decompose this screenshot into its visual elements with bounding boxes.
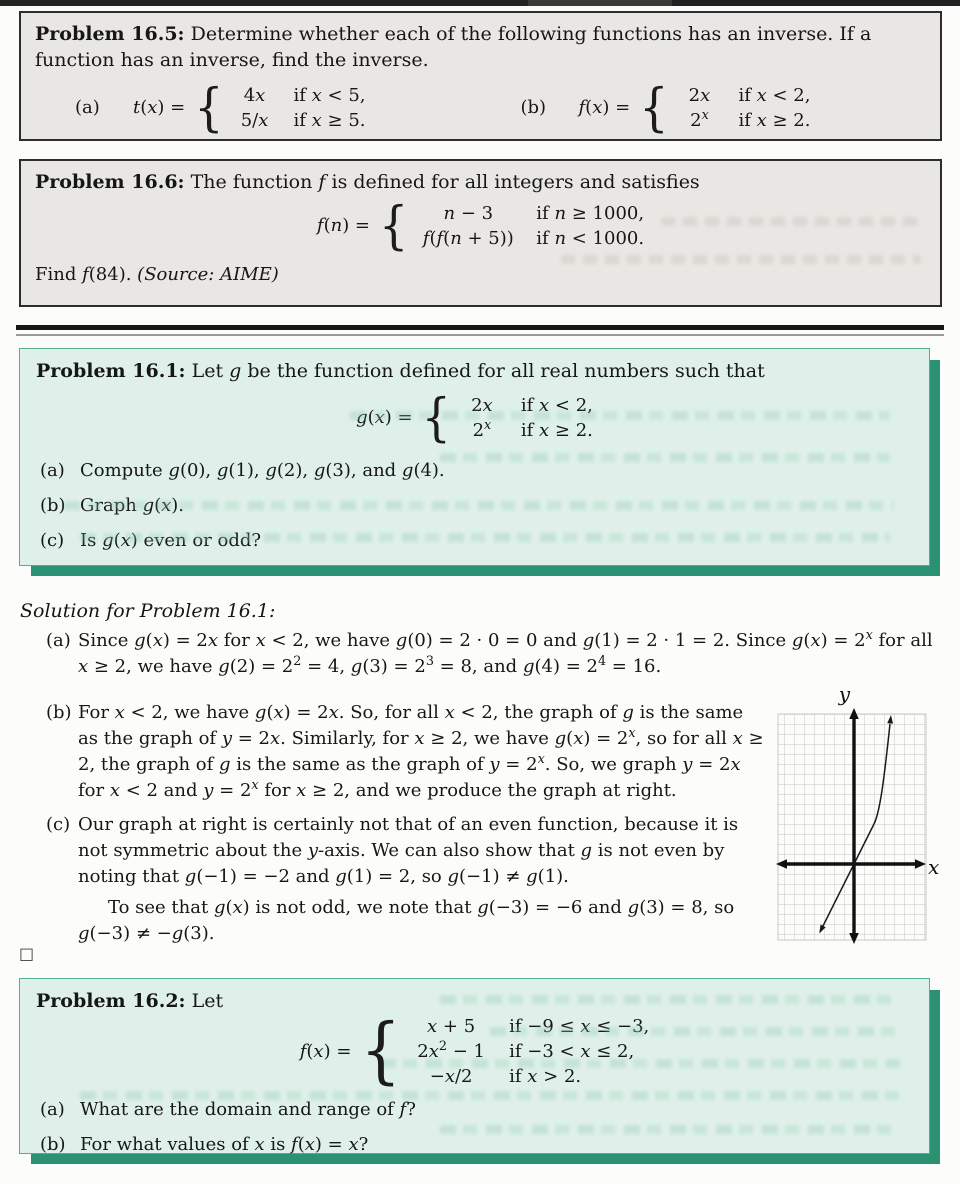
brace: { <box>194 77 224 138</box>
problem-16-2-part-b <box>36 1132 913 1158</box>
brace: { <box>421 387 451 448</box>
case-condition: if x ≥ 2. <box>738 110 811 131</box>
part-b-tag: (b) <box>520 97 547 118</box>
problem-16-2-label: Problem 16.2: <box>36 990 186 1012</box>
case-value: 2x <box>688 85 711 106</box>
problem-16-1-text: Let g be the function defined for all real numbers such that <box>191 360 765 382</box>
showthrough-artifact <box>440 995 900 1004</box>
problem-16-1-statement <box>36 358 913 384</box>
part-text: What are the domain and range of f? <box>80 1099 416 1120</box>
end-of-solution-marker: □ <box>19 944 35 963</box>
part-text: Is g(x) even or odd? <box>80 530 262 551</box>
formula-lhs: t(x) = <box>133 97 186 118</box>
brace: { <box>639 77 669 138</box>
case-condition: if n ≥ 1000, <box>536 203 645 224</box>
case-value: $2x^2 - 1$ <box>417 1039 485 1062</box>
brace: { <box>360 1009 402 1093</box>
solution-heading: Solution for Problem 16.1: <box>20 600 276 622</box>
case-value: f(f(n + 5)) <box>422 228 514 249</box>
case-condition: if x < 2, <box>520 395 593 416</box>
page-edge-artifact <box>0 0 960 6</box>
case-condition: if x < 5, <box>293 85 366 106</box>
part-text: Compute g(0), g(1), g(2), g(3), and g(4). <box>80 460 445 481</box>
grid <box>778 714 926 940</box>
problem-16-1-box <box>19 348 930 566</box>
solution-part-b <box>46 700 768 804</box>
part-text: For what values of x is f(x) = x? <box>80 1134 369 1155</box>
part-tag: (c) <box>40 530 65 551</box>
case-value: 5/x <box>240 110 269 131</box>
problem-16-2-part-a <box>36 1097 913 1123</box>
arrowhead-up-icon <box>849 708 859 719</box>
part-a <box>35 77 481 138</box>
showthrough-artifact <box>80 1091 900 1100</box>
y-axis-label: y <box>838 684 850 706</box>
formula-lhs: f(x) = <box>299 1040 352 1062</box>
problem-16-1-label: Problem 16.1: <box>36 360 186 382</box>
part-tag: (a) <box>40 1099 65 1120</box>
part-tag: (b) <box>40 1134 66 1155</box>
x-axis-label: x <box>928 855 940 879</box>
part-text: Graph g(x). <box>80 495 185 516</box>
problem-16-5-box <box>19 11 942 141</box>
problem-16-5-label: Problem 16.5: <box>35 23 185 45</box>
solution-part-a <box>46 628 938 680</box>
solution-text: For x < 2, we have g(x) = 2x. So, for all x < 2, the graph of g is the same as the graph of y = 2x. Similarly, for x ≥ 2, we have $g(x) = 2^x$, so for all x ≥ 2, the graph of g is the same as the graph of $y = 2^x$. So, we graph y = 2x for x < 2 and $y = 2^x$ for x ≥ 2, and we produce the graph at right. <box>78 702 764 801</box>
formula-lhs: f(x) = <box>578 97 631 118</box>
showthrough-artifact <box>380 1059 900 1068</box>
problem-16-6-box <box>19 159 942 307</box>
solution-paragraph: To see that g(x) is not odd, we note that g(−3) = −6 and g(3) = 8, so g(−3) ≠ −g(3). <box>78 897 735 944</box>
part-tag: (c) <box>46 814 71 835</box>
showthrough-artifact <box>64 501 894 510</box>
problem-16-2-formula <box>36 1009 913 1093</box>
case-condition: if x ≥ 2. <box>520 420 593 441</box>
brace: { <box>379 195 409 256</box>
case-value: x + 5 <box>427 1016 476 1037</box>
problem-16-6-label: Problem 16.6: <box>35 171 185 193</box>
solution-paragraph: Our graph at right is certainly not that of an even function, because it is not symmetric about the y-axis. We can also show that g is not even by noting that g(−1) = −2 and g(1) = 2, so g(−1) ≠ g(1). <box>78 814 739 887</box>
solution-text: Since g(x) = 2x for x < 2, we have g(0) = 2 · 0 = 0 and g(1) = 2 · 1 = 2. Since $g(x) = 2^x$ for all x ≥ 2, we have $g(2) = 2^2 = 4$, $g(3) = 2^3 = 8$, and $g(4) = 2^4 = 16$. <box>78 628 933 677</box>
showthrough-artifact <box>561 255 921 264</box>
formula-lhs: f(n) = <box>316 215 371 236</box>
problem-16-5-statement <box>35 21 926 73</box>
problem-16-2-text: Let <box>191 990 224 1012</box>
problem-16-6-formula <box>35 195 926 256</box>
solution-part-c <box>46 812 768 947</box>
showthrough-artifact <box>440 1125 900 1134</box>
problem-16-5-text: Determine whether each of the following functions has an inverse. If a function has an inverse, find the inverse. <box>35 23 872 71</box>
case-condition: if x > 2. <box>509 1066 582 1087</box>
formula-lhs: g(x) = <box>356 407 413 428</box>
problem-16-6-statement <box>35 169 926 195</box>
case-value: 2$^x$ <box>690 108 709 131</box>
problem-16-2-box <box>19 978 930 1154</box>
showthrough-artifact <box>80 533 890 542</box>
case-value: 4x <box>243 85 266 106</box>
case-condition: if −3 < x ≤ 2, <box>509 1041 635 1062</box>
case-value: −x/2 <box>429 1066 473 1087</box>
case-value: n − 3 <box>443 203 494 224</box>
piecewise-formula-t <box>133 77 366 138</box>
showthrough-artifact <box>661 217 921 226</box>
solution-text <box>78 812 768 947</box>
piecewise-formula-f <box>578 77 811 138</box>
case-condition: if −9 ≤ x ≤ −3, <box>509 1016 650 1037</box>
case-condition: if x < 2, <box>738 85 811 106</box>
part-tag: (b) <box>40 495 66 516</box>
part-a-tag: (a) <box>75 97 100 118</box>
showthrough-artifact <box>490 1027 900 1036</box>
part-b <box>481 77 927 138</box>
case-value: 2x <box>471 395 493 416</box>
case-condition: if n < 1000. <box>536 228 645 249</box>
part-tag: (b) <box>46 702 72 723</box>
graph-of-g <box>764 684 942 952</box>
case-condition: if x ≥ 5. <box>293 110 366 131</box>
problem-16-6-question: Find f(84). (Source: AIME) <box>35 264 279 285</box>
part-tag: (a) <box>46 630 71 651</box>
problem-16-6-text: The function f is defined for all integers and satisfies <box>190 171 700 193</box>
showthrough-artifact <box>440 453 890 462</box>
case-value: 2$^x$ <box>472 418 492 441</box>
problem-16-5-parts <box>35 77 926 138</box>
section-divider-thick <box>16 325 944 330</box>
part-tag: (a) <box>40 460 65 481</box>
section-divider-thin <box>16 334 944 336</box>
